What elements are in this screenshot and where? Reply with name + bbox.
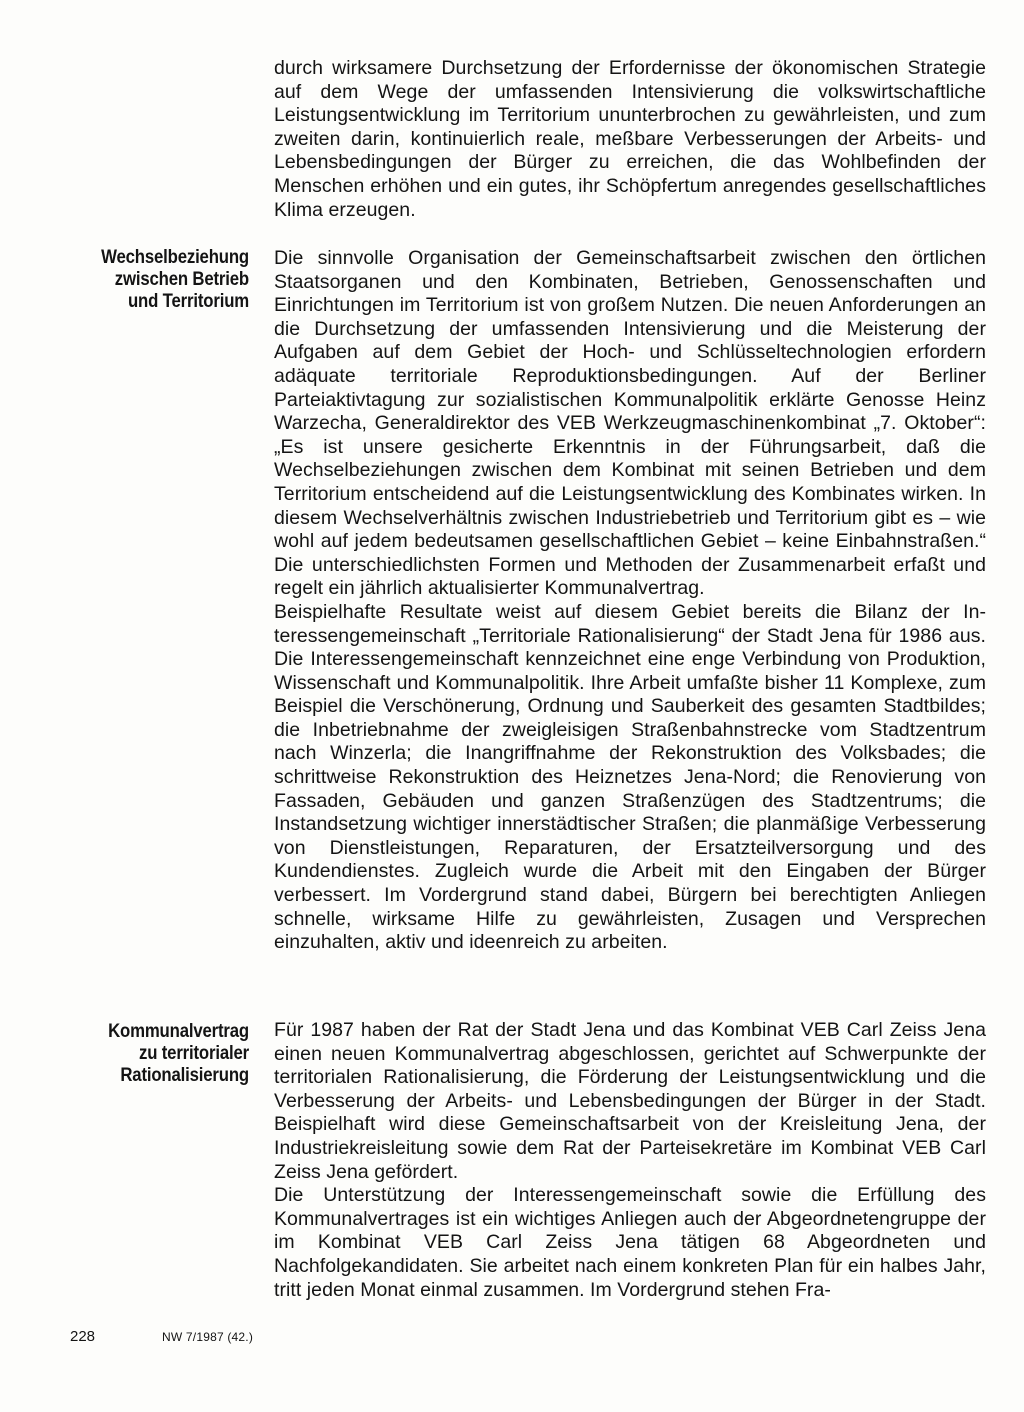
section-wechselbeziehung-body	[274, 247, 986, 955]
sidehead-kommunalvertrag	[60, 1020, 249, 1086]
section-kommunalvertrag-body	[274, 1019, 986, 1302]
paragraph: Beispielhafte Resultate weist auf diesem Gebiet bereits die Bilanz der Interessengemeinschaft „Territoriale Rationalisierung“ der Stadt Jena für 1986 aus. Die Interessengemeinschaft kennzeichnet eine enge Verbindung von Produktion, Wissenschaft und Kommunalpolitik. Ihre Arbeit umfaßte bisher 11 Komplexe, zum Beispiel die Verschönerung, Ordnung und Sauberkeit des gesamten Stadtbildes; die Inbetriebnahme der zweigleisigen Straßenbahnstrecke vom Stadtzentrum nach Winzerla; die Inangriffnahme der Rekonstruktion des Volksbades; die schrittweise Rekonstruktion des Heiznetzes Jena-Nord; die Renovierung von Fassaden, Gebäuden und ganzen Straßenzügen des Stadtzentrums; die Instandsetzung wichtiger innerstädtischer Straßen; die planmäßige Verbesserung von Dienstleistungen, Reparaturen, der Ersatzteilversorgung und des Kundendienstes. Zugleich wurde die Arbeit mit den Eingaben der Bürger verbessert. Im Vordergrund stand dabei, Bürgern bei berechtigten Anliegen schnelle, wirksame Hilfe zu gewährleisten, Zusagen und Versprechen einzuhalten, aktiv und ideenreich zu arbeiten.	[274, 600, 986, 954]
journal-reference: NW 7/1987 (42.)	[162, 1330, 254, 1344]
intro-paragraph: durch wirksamere Durchsetzung der Erfordernisse der ökonomischen Strategie auf dem Wege der umfassenden Intensivierung die volkswirtschaftliche Leistungsentwicklung im Territorium ununterbrochen zu gewährleisten, und zum zweiten darin, kontinuierlich reale, meßbare Verbesserungen der Arbeits- und Lebensbedingungen der Bürger zu erreichen, die das Wohlbefinden der Menschen erhöhen und ein gutes, ihr Schöpfertum anregendes gesellschaftliches Klima erzeugen.	[274, 57, 986, 221]
page-number: 228	[70, 1328, 96, 1345]
paragraph: Die sinnvolle Organisation der Gemeinschaftsarbeit zwischen den örtlichen Staatsorganen und den Kombinaten, Betrieben, Genossenschaften und Einrichtungen im Territorium ist von großem Nutzen. Die neuen Anforderungen an die Durchsetzung der umfassenden Intensivierung und die Meisterung der Aufgaben auf dem Gebiet der Hoch- und Schlüsseltechnologien erfordern adäquate territoriale Reproduktionsbedingungen. Auf der Berliner Parteiaktivtagung zur sozialistischen Kommunalpolitik erklärte Genosse Heinz Warzecha, Generaldirektor des VEB Werkzeugmaschinenkombinat „7. Oktober“: „Es ist unsere gesicherte Erkenntnis in der Führungsarbeit, daß die Wechselbeziehungen zwischen dem Kombinat mit seinen Betrieben und dem Territorium entscheidend auf die Leistungsentwicklung des Kombinates wirken. In diesem Wechselverhältnis zwischen Industriebetrieb und Territorium gibt es – wie wohl auf jedem bedeutsamen gesellschaftlichen Gebiet – keine Einbahnstraßen.“ Die unterschiedlichsten Formen und Methoden der Zusammenarbeit erfaßt und regelt ein jährlich aktualisierter Kommunalvertrag.	[274, 247, 986, 600]
intro-block	[274, 57, 986, 222]
sidehead-line: Rationalisierung	[120, 1064, 249, 1086]
paragraph: Die Unterstützung der Interessengemeinschaft sowie die Erfüllung des Kommunalvertrages ist ein wichtiges Anliegen auch der Abgeordnetengruppe der im Kombinat VEB Carl Zeiss Jena tätigen 68 Abgeordneten und Nachfolgekandidaten. Sie arbeitet nach einem konkreten Plan für ein halbes Jahr, tritt jeden Monat einmal zusammen. Im Vordergrund stehen Fra-	[274, 1184, 986, 1301]
sidehead-line: und Territorium	[127, 290, 249, 312]
sidehead-line: zwischen Betrieb	[114, 268, 249, 290]
sidehead-line: Wechselbeziehung	[101, 246, 249, 268]
paragraph: Für 1987 haben der Rat der Stadt Jena und das Kombinat VEB Carl Zeiss Jena einen neuen Kommunalvertrag abgeschlossen, gerichtet auf Schwerpunkte der territorialen Rationalisierung, die Förderung der Leistungsentwicklung und die Verbesserung der Arbeits- und Lebensbedingungen der Bürger in der Stadt. Beispielhaft wird diese Gemeinschaftsarbeit von der Kreisleitung Jena, der Industriekreisleitung sowie dem Rat der Parteisekretäre im Kombinat VEB Carl Zeiss Jena gefördert.	[274, 1019, 986, 1183]
sidehead-line: Kommunalvertrag	[108, 1020, 249, 1042]
sidehead-wechselbeziehung	[60, 246, 249, 312]
sidehead-line: zu territorialer	[138, 1042, 249, 1064]
